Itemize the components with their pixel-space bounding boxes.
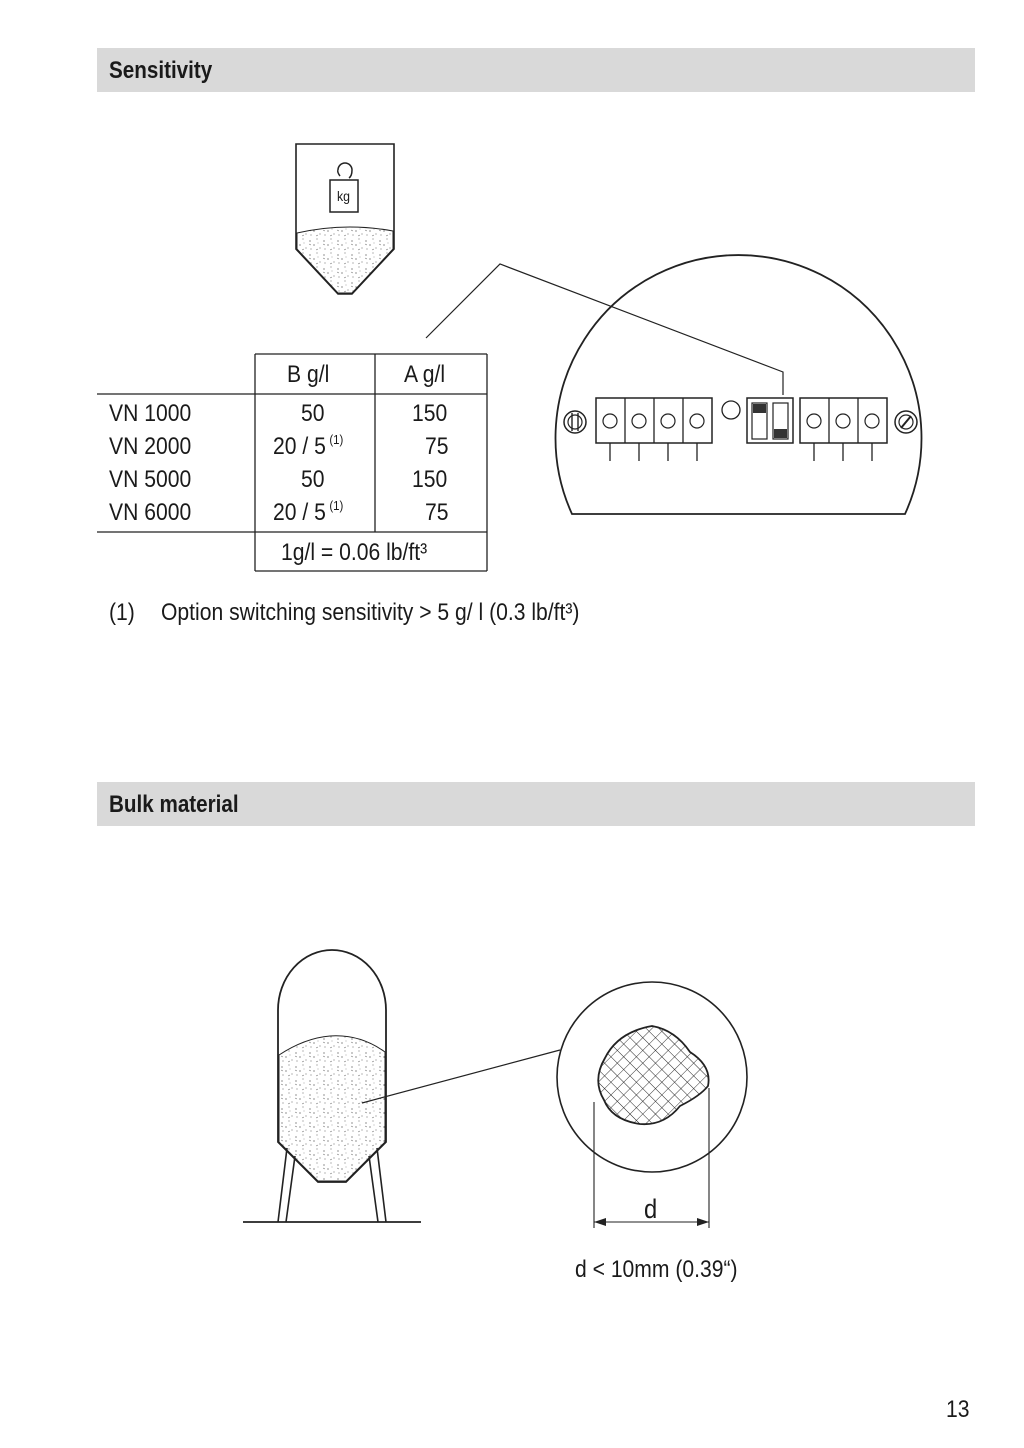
electronics-housing <box>556 255 922 514</box>
leader-line <box>426 264 783 395</box>
table-header-a: A g/l <box>404 361 446 388</box>
unit-conversion: 1g/l = 0.06 lb/ft³ <box>281 539 428 566</box>
grain-magnifier <box>557 982 747 1228</box>
table-row-model: VN 6000 <box>109 499 192 526</box>
table-row-b: 50 <box>301 466 325 493</box>
table-row-a: 150 <box>412 466 448 493</box>
footnote-marker: (1) <box>109 599 135 626</box>
table-row-a: 75 <box>425 433 449 460</box>
dimension-label: d <box>644 1194 658 1224</box>
bulk-silo-drawing <box>243 950 560 1222</box>
table-header-b: B g/l <box>287 361 330 388</box>
table-row-a: 75 <box>425 499 449 526</box>
footnote-ref: (1) <box>329 432 344 447</box>
weight-kg-label: kg <box>337 188 351 204</box>
page-number: 13 <box>946 1396 970 1423</box>
sensitivity-title: Sensitivity <box>109 57 213 84</box>
table-row-model: VN 2000 <box>109 433 192 460</box>
dimension-note: d < 10mm (0.39“) <box>575 1256 738 1283</box>
table-row-a: 150 <box>412 400 448 427</box>
table-row-b: 50 <box>301 400 325 427</box>
footnote-ref: (1) <box>329 498 344 513</box>
silo-weight-icon <box>296 144 394 294</box>
footnote-text: Option switching sensitivity > 5 g/ l (0.3 lb/ft³) <box>161 599 580 626</box>
table-row-b: 20 / 5 $^{(1)}$ <box>273 432 344 460</box>
table-row-b: 20 / 5 $^{(1)}$ <box>273 498 344 526</box>
table-row-model: VN 1000 <box>109 400 192 427</box>
table-row-model: VN 5000 <box>109 466 192 493</box>
bulk-material-title: Bulk material <box>109 791 239 818</box>
